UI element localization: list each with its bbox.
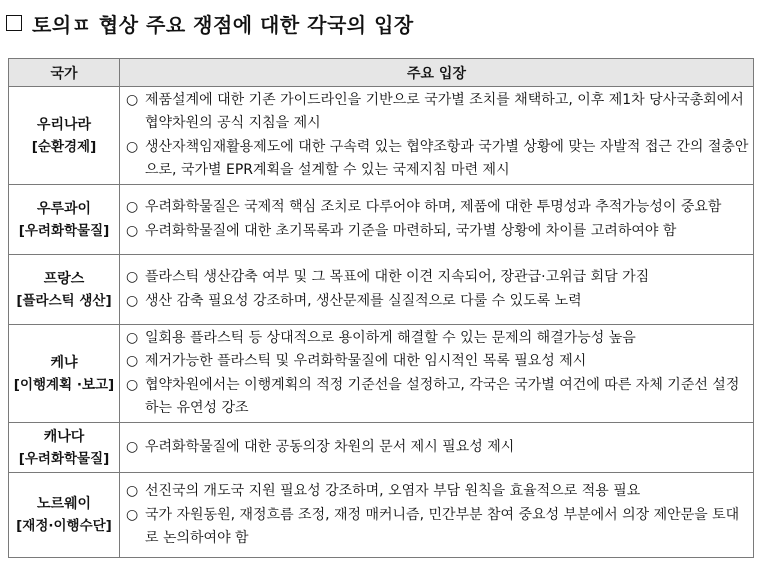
- header-country: 국가: [9, 59, 120, 87]
- table-row: [9, 255, 754, 325]
- position-item: [126, 374, 749, 421]
- position-cell: [120, 255, 754, 325]
- table-row: [9, 185, 754, 255]
- country-name: 캐나다: [43, 428, 85, 445]
- circle-bullet-icon: ○: [126, 506, 139, 523]
- circle-bullet-icon: ○: [126, 138, 139, 155]
- position-item: [126, 350, 749, 373]
- position-item: [126, 136, 749, 183]
- position-item: [126, 480, 749, 503]
- position-text: 선진국의 개도국 지원 필요성 강조하며, 오염자 부담 원칙을 효율적으로 적용 필요: [145, 483, 641, 500]
- country-topic-tag: [이행계획 ·보고]: [13, 376, 115, 393]
- position-item: [126, 89, 749, 136]
- position-item: [126, 504, 749, 551]
- positions-table: [8, 58, 754, 558]
- circle-bullet-icon: ○: [126, 483, 139, 500]
- position-text: 일회용 플라스틱 등 상대적으로 용이하게 해결할 수 있는 문제의 해결가능성 높음: [145, 330, 636, 347]
- position-item: [126, 327, 749, 350]
- circle-bullet-icon: ○: [126, 92, 139, 108]
- position-item: [126, 290, 749, 313]
- page-title: [6, 8, 414, 38]
- table-body: [9, 87, 754, 558]
- position-text: 협약차원에서는 이행계획의 적정 기준선을 설정하고, 각국은 국가별 여건에 따른 자체 기준선 설정하는 유연성 강조: [145, 376, 740, 417]
- circle-bullet-icon: ○: [126, 330, 139, 347]
- country-topic-tag: [재정·이행수단]: [16, 518, 112, 535]
- country-topic-tag: [우려화학물질]: [18, 222, 110, 239]
- position-text: 제품설계에 대한 기존 가이드라인을 기반으로 국가별 조치를 채택하고, 이후 제1차 당사국총회에서 협약차원의 공식 지침을 제시: [145, 92, 744, 132]
- header-position: 주요 입장: [120, 59, 754, 87]
- circle-bullet-icon: ○: [126, 439, 139, 456]
- country-name: 우루과이: [36, 200, 92, 217]
- checkbox-square-icon: [6, 15, 22, 31]
- country-cell: [9, 325, 120, 423]
- circle-bullet-icon: ○: [126, 353, 139, 370]
- table-row: [9, 87, 754, 185]
- circle-bullet-icon: ○: [126, 292, 139, 309]
- circle-bullet-icon: ○: [126, 376, 139, 393]
- position-cell: [120, 325, 754, 423]
- circle-bullet-icon: ○: [126, 199, 139, 216]
- country-name: 노르웨이: [36, 496, 92, 513]
- position-item: [126, 266, 749, 289]
- position-cell: [120, 423, 754, 473]
- circle-bullet-icon: ○: [126, 269, 139, 286]
- table-row: [9, 325, 754, 423]
- country-topic-tag: [순환경제]: [31, 138, 97, 155]
- country-cell: [9, 473, 120, 558]
- position-text: 우려화학물질에 대한 공동의장 차원의 문서 제시 필요성 제시: [145, 439, 515, 456]
- position-cell: [120, 185, 754, 255]
- table-header-row: [9, 59, 754, 87]
- position-text: 우려화학물질에 대한 초기목록과 기준을 마련하되, 국가별 상황에 차이를 고려하여야 함: [145, 222, 677, 239]
- country-name: 우리나라: [36, 116, 92, 133]
- country-cell: [9, 87, 120, 185]
- position-text: 생산 감축 필요성 강조하며, 생산문제를 실질적으로 다룰 수 있도록 노력: [145, 292, 582, 309]
- country-cell: [9, 423, 120, 473]
- position-item: [126, 436, 749, 459]
- position-text: 국가 자원동원, 재정흐름 조정, 재정 매커니즘, 민간부분 참여 중요성 부분에서 의장 제안문을 토대로 논의하여야 함: [145, 506, 740, 547]
- country-name: 케냐: [50, 354, 78, 371]
- country-topic-tag: [우려화학물질]: [18, 450, 110, 467]
- country-topic-tag: [플라스틱 생산]: [16, 292, 112, 309]
- table-row: [9, 473, 754, 558]
- position-item: [126, 220, 749, 243]
- country-cell: [9, 185, 120, 255]
- position-text: 생산자책임재활용제도에 대한 구속력 있는 협약조항과 국가별 상황에 맞는 자발적 접근 간의 절충안으로, 국가별 EPR계획을 설계할 수 있는 국제지침 마련 제시: [145, 138, 749, 178]
- country-name: 프랑스: [43, 270, 85, 287]
- country-cell: [9, 255, 120, 325]
- position-cell: [120, 473, 754, 558]
- position-item: [126, 196, 749, 219]
- circle-bullet-icon: ○: [126, 222, 139, 239]
- position-cell: [120, 87, 754, 185]
- position-text: 우려화학물질은 국제적 핵심 조치로 다루어야 하며, 제품에 대한 투명성과 추적가능성이 중요함: [145, 199, 722, 216]
- table-row: [9, 423, 754, 473]
- position-text: 플라스틱 생산감축 여부 및 그 목표에 대한 이견 지속되어, 장관급·고위급 회담 가짐: [145, 269, 650, 286]
- position-text: 제거가능한 플라스틱 및 우려화학물질에 대한 임시적인 목록 필요성 제시: [145, 353, 587, 370]
- page-title-text: 토의ㅍ 협상 주요 쟁점에 대한 각국의 입장: [32, 12, 414, 37]
